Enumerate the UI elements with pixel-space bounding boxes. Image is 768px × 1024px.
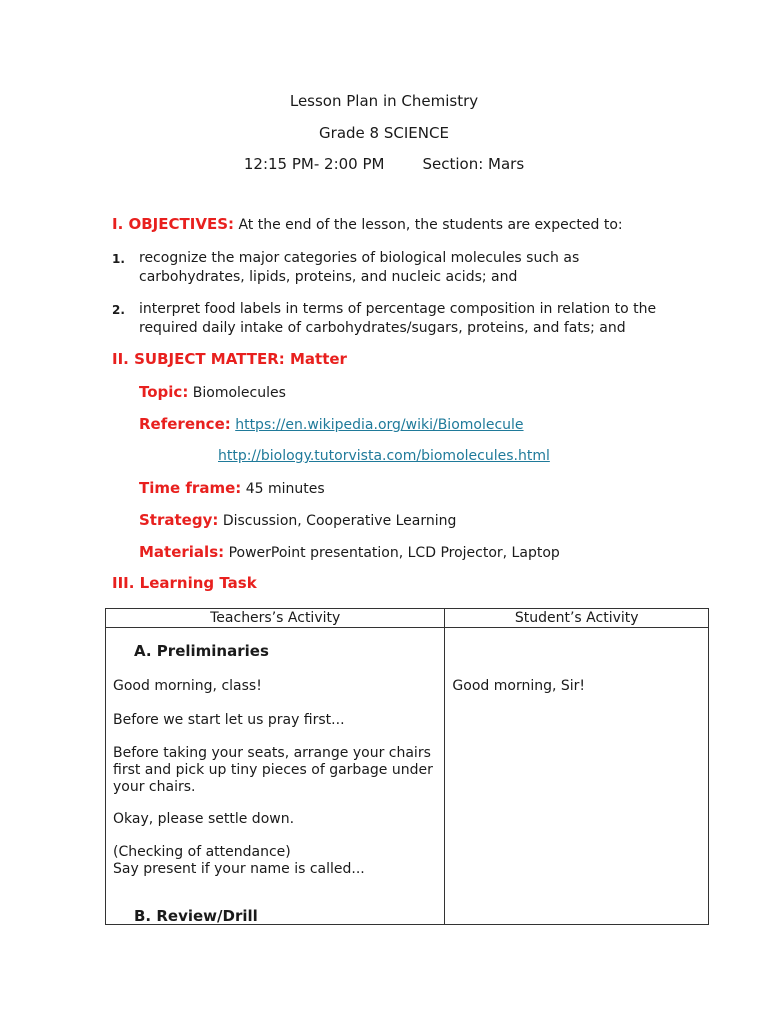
objective-item-2	[139, 300, 656, 338]
timeframe-label: Time frame:	[139, 479, 242, 497]
objectives-heading: I. OBJECTIVES:	[112, 215, 234, 233]
attendance-line-2: Say present if your name is called...	[113, 861, 365, 877]
teacher-settle-down: Okay, please settle down.	[113, 811, 295, 827]
strategy-line	[139, 511, 456, 531]
reference-label: Reference:	[139, 415, 231, 433]
teacher-activity-header: Teachers’s Activity	[106, 609, 445, 628]
objective-1-line-1: recognize the major categories of biological molecules such as	[139, 250, 580, 266]
topic-line	[139, 383, 286, 403]
objective-2-line-1: interpret food labels in terms of percentage composition in relation to the	[139, 301, 657, 317]
strategy-label: Strategy:	[139, 511, 219, 529]
attendance-line-1: (Checking of attendance)	[113, 844, 291, 860]
class-section: Section: Mars	[422, 155, 525, 173]
learning-task-table	[105, 608, 709, 925]
reference-line-2	[218, 447, 550, 466]
class-time: 12:15 PM- 2:00 PM	[243, 155, 385, 173]
reference-line	[139, 415, 524, 435]
learning-task-heading: III. Learning Task	[112, 574, 257, 592]
topic-value: Biomolecules	[192, 385, 286, 401]
reference-link-tutorvista[interactable]: http://biology.tutorvista.com/biomolecules.html	[218, 448, 550, 464]
teacher-attendance	[113, 844, 438, 878]
teacher-activity-cell	[106, 628, 445, 925]
topic-label: Topic:	[139, 383, 189, 401]
reference-link-wikipedia[interactable]: https://en.wikipedia.org/wiki/Biomolecule	[235, 417, 524, 433]
teacher-arrange-chairs	[113, 745, 438, 796]
arrange-line-3: your chairs.	[113, 779, 196, 795]
timeframe-value: 45 minutes	[245, 481, 325, 497]
teacher-prayer: Before we start let us pray first...	[113, 712, 345, 728]
objective-2-line-2: required daily intake of carbohydrates/sugars, proteins, and fats; and	[139, 320, 626, 336]
materials-value: PowerPoint presentation, LCD Projector, Laptop	[228, 545, 560, 561]
grade-level: Grade 8 SCIENCE	[319, 124, 449, 142]
objectives-line	[112, 215, 623, 235]
student-activity-header: Student’s Activity	[445, 609, 709, 628]
timeframe-line	[139, 479, 325, 499]
student-activity-cell	[445, 628, 709, 925]
student-greeting: Good morning, Sir!	[452, 678, 586, 694]
arrange-line-2: first and pick up tiny pieces of garbage under	[113, 762, 433, 778]
objective-number-1: 1.	[112, 252, 125, 266]
time-section-line	[0, 155, 768, 173]
table-header-row	[106, 609, 709, 628]
materials-line	[139, 543, 560, 563]
subject-matter-heading: II. SUBJECT MATTER: Matter	[112, 350, 347, 368]
teacher-greeting: Good morning, class!	[113, 678, 262, 694]
materials-label: Materials:	[139, 543, 225, 561]
objective-1-line-2: carbohydrates, lipids, proteins, and nucleic acids; and	[139, 269, 518, 285]
objective-item-1	[139, 249, 579, 287]
table-row	[106, 628, 709, 925]
strategy-value: Discussion, Cooperative Learning	[222, 513, 457, 529]
review-drill-subheading: B. Review/Drill	[134, 907, 258, 925]
objective-number-2: 2.	[112, 303, 125, 317]
preliminaries-subheading: A. Preliminaries	[134, 642, 269, 660]
document-title: Lesson Plan in Chemistry	[289, 92, 479, 110]
arrange-line-1: Before taking your seats, arrange your chairs	[113, 745, 431, 761]
objectives-intro: At the end of the lesson, the students are expected to:	[238, 217, 623, 233]
